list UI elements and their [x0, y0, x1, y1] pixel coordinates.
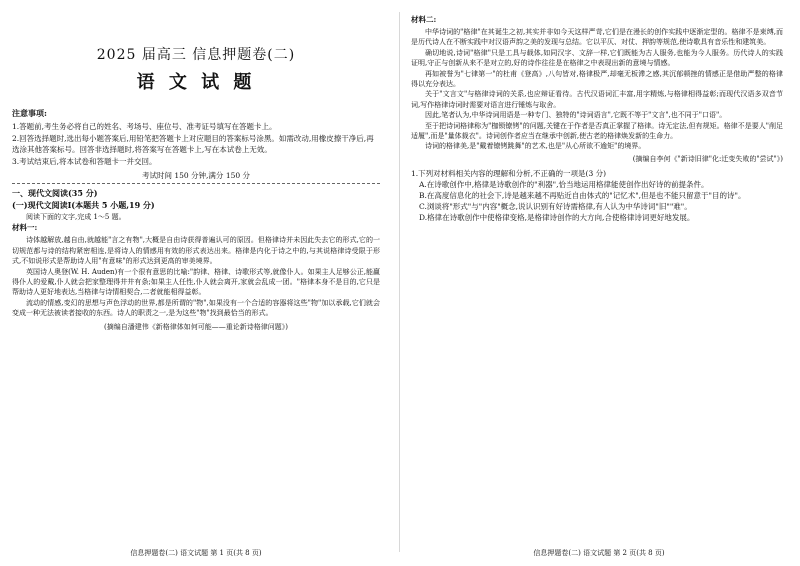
paragraph: 诗体越解放,越自由,就越能"言之有物",大概是自由诗获得普遍认可的原因。但格律诗并未因此失去它的形式,它的一切规范都与诗的结构紧密相连,是将诗人的情感用有效的形式表达出来。格律是内化于诗之中的,与其说格律诗受限于形式,不如说形式是帮助诗人用"有意味"的形式达到更高的审美境界。 [12, 236, 380, 266]
paragraph: 至于把诗词格律称为"枷锁镣铐"的问题,关键在于作者是否真正掌握了格律。诗无定法,但有规矩。格律不是要人"削足适履",而是"量体裁衣"。诗词创作者应当在继承中创新,使古老的格律焕发新的生命力。 [411, 121, 783, 141]
paragraph: 英国诗人奥登(W. H. Auden)有一个很有意思的比喻:"韵律、格律、诗歌形式等,就像仆人。如果主人足够公正,能赢得仆人的爱戴,仆人就会把家整理得井井有条;如果主人任性,仆人就会离开,家就会乱成一团。"格律本身不是目的,它只是帮助诗人更好地表达,当格律与诗情相契合,二者就能相得益彰。 [12, 267, 380, 297]
material-label: 材料一: [12, 223, 38, 233]
score-line: 考试时间 150 分钟,满分 150 分 [141, 171, 251, 180]
paragraph: 因此,笔者认为,中华诗词用语是一种专门、独特的"诗词语言",它既不等于"文言",也不同于"口语"。 [425, 111, 727, 120]
notice-item: 1.答题前,考生务必将自己的姓名、考场号、座位号、准考证号填写在答题卡上。 [12, 122, 277, 131]
source-citation: (摘编自李何《"新诗旧律"化:迁变失败的"尝试"》) [632, 154, 783, 163]
paragraph: 流动的情感,变幻的思想与声色浮动的世界,都是所谓的"物",如果没有一个合适的容器将这些"物"加以承载,它们就会变成一种无法被读者接收的东西。诗人的职责之一,是为这些"物"找到最恰当的形式。 [12, 298, 380, 318]
exam-title: 2025 届高三 信息押题卷(二) [96, 47, 296, 63]
instruction: 阅读下面的文字,完成 1～5 题。 [26, 213, 126, 221]
paragraph: 诗词的格律美,是"戴着镣铐跳舞"的艺术,也是"从心所欲不逾矩"的境界。 [425, 142, 646, 151]
page-footer: 信息押题卷(二) 语文试题 第 2 页(共 8 页) [533, 549, 665, 557]
exam-page-2 [403, 0, 795, 566]
option-d: D.格律在诗歌创作中使格律变格,是格律诗创作的大方向,合使格律诗词更好地发展。 [419, 212, 695, 222]
paragraph: 中华诗词的"格律"在其诞生之初,其实并非如今天这样严苛,它们是在漫长的创作实践中逐渐定型的。格律不是束缚,而是历代诗人在不断实践中对汉语声韵之美的发现与总结。它以平仄、对仗、押韵等规范,使诗歌具有音乐性和建筑美。 [411, 28, 783, 47]
notice-item: 2.回答选择题时,选出每小题答案后,用铅笔把答题卡上对应题目的答案标号涂黑。如需改动,用橡皮擦干净后,再选涂其他答案标号。回答非选择题时,将答案写在答题卡上,写在本试卷上无效。 [12, 133, 374, 154]
page-footer: 信息押题卷(二) 语文试题 第 1 页(共 8 页) [130, 549, 262, 557]
paragraph: 关于"文言文"与格律诗词的关系,也应辩证看待。古代汉语词汇丰富,用字精炼,与格律相得益彰;而现代汉语多双音节词,写作格律诗词时需要对语言进行锤炼与取舍。 [411, 90, 783, 109]
option-a: A.在诗歌创作中,格律是诗歌创作的"利器",恰当地运用格律能使创作出好诗的前提条件。 [419, 179, 709, 189]
paragraph: 确切地说,诗词"格律"只是工具与载体,如同汉字、文辞一样,它们既能为古人服务,也能为今人服务。历代诗人的实践证明,守正与创新从来不是对立的,好的诗作往往是在格律之中表现出新的意境与情感。 [411, 48, 783, 68]
option-c: C.浏谈将"形式"与"内容"概念,说认识别有好诗需格律,有人认为中华诗词"旧""难"。 [419, 201, 692, 211]
notice-item: 3.考试结束后,将本试卷和答题卡一并交回。 [12, 156, 157, 166]
sub-heading: (一)现代文阅读Ⅰ(本题共 5 小题,19 分) [12, 200, 155, 210]
section-heading: 一、现代文阅读(35 分) [12, 188, 98, 198]
source-citation: (摘编自潘建伟《新格律体如何可能——重论新诗格律问题》) [104, 322, 288, 331]
page-divider [399, 12, 400, 552]
paragraph: 再如被誉为"七律第一"的杜甫《登高》,八句皆对,格律极严,却毫无板滞之感,其沉郁顿挫的情感正是借助严整的格律得以充分表达。 [411, 69, 783, 89]
material-label: 材料二: [411, 15, 437, 24]
question-stem: 1.下列对材料相关内容的理解和分析,不正确的一项是(3 分) [411, 168, 607, 178]
divider [12, 183, 380, 184]
subject-title: 语 文 试 题 [136, 72, 256, 93]
exam-page-1 [0, 0, 392, 566]
notice-heading: 注意事项: [12, 108, 47, 118]
option-b: B.在高度信息化的社会下,诗是越来越不再贴近自由体式的"记忆术",但是也不能只留意于"目的诗"。 [419, 190, 746, 200]
